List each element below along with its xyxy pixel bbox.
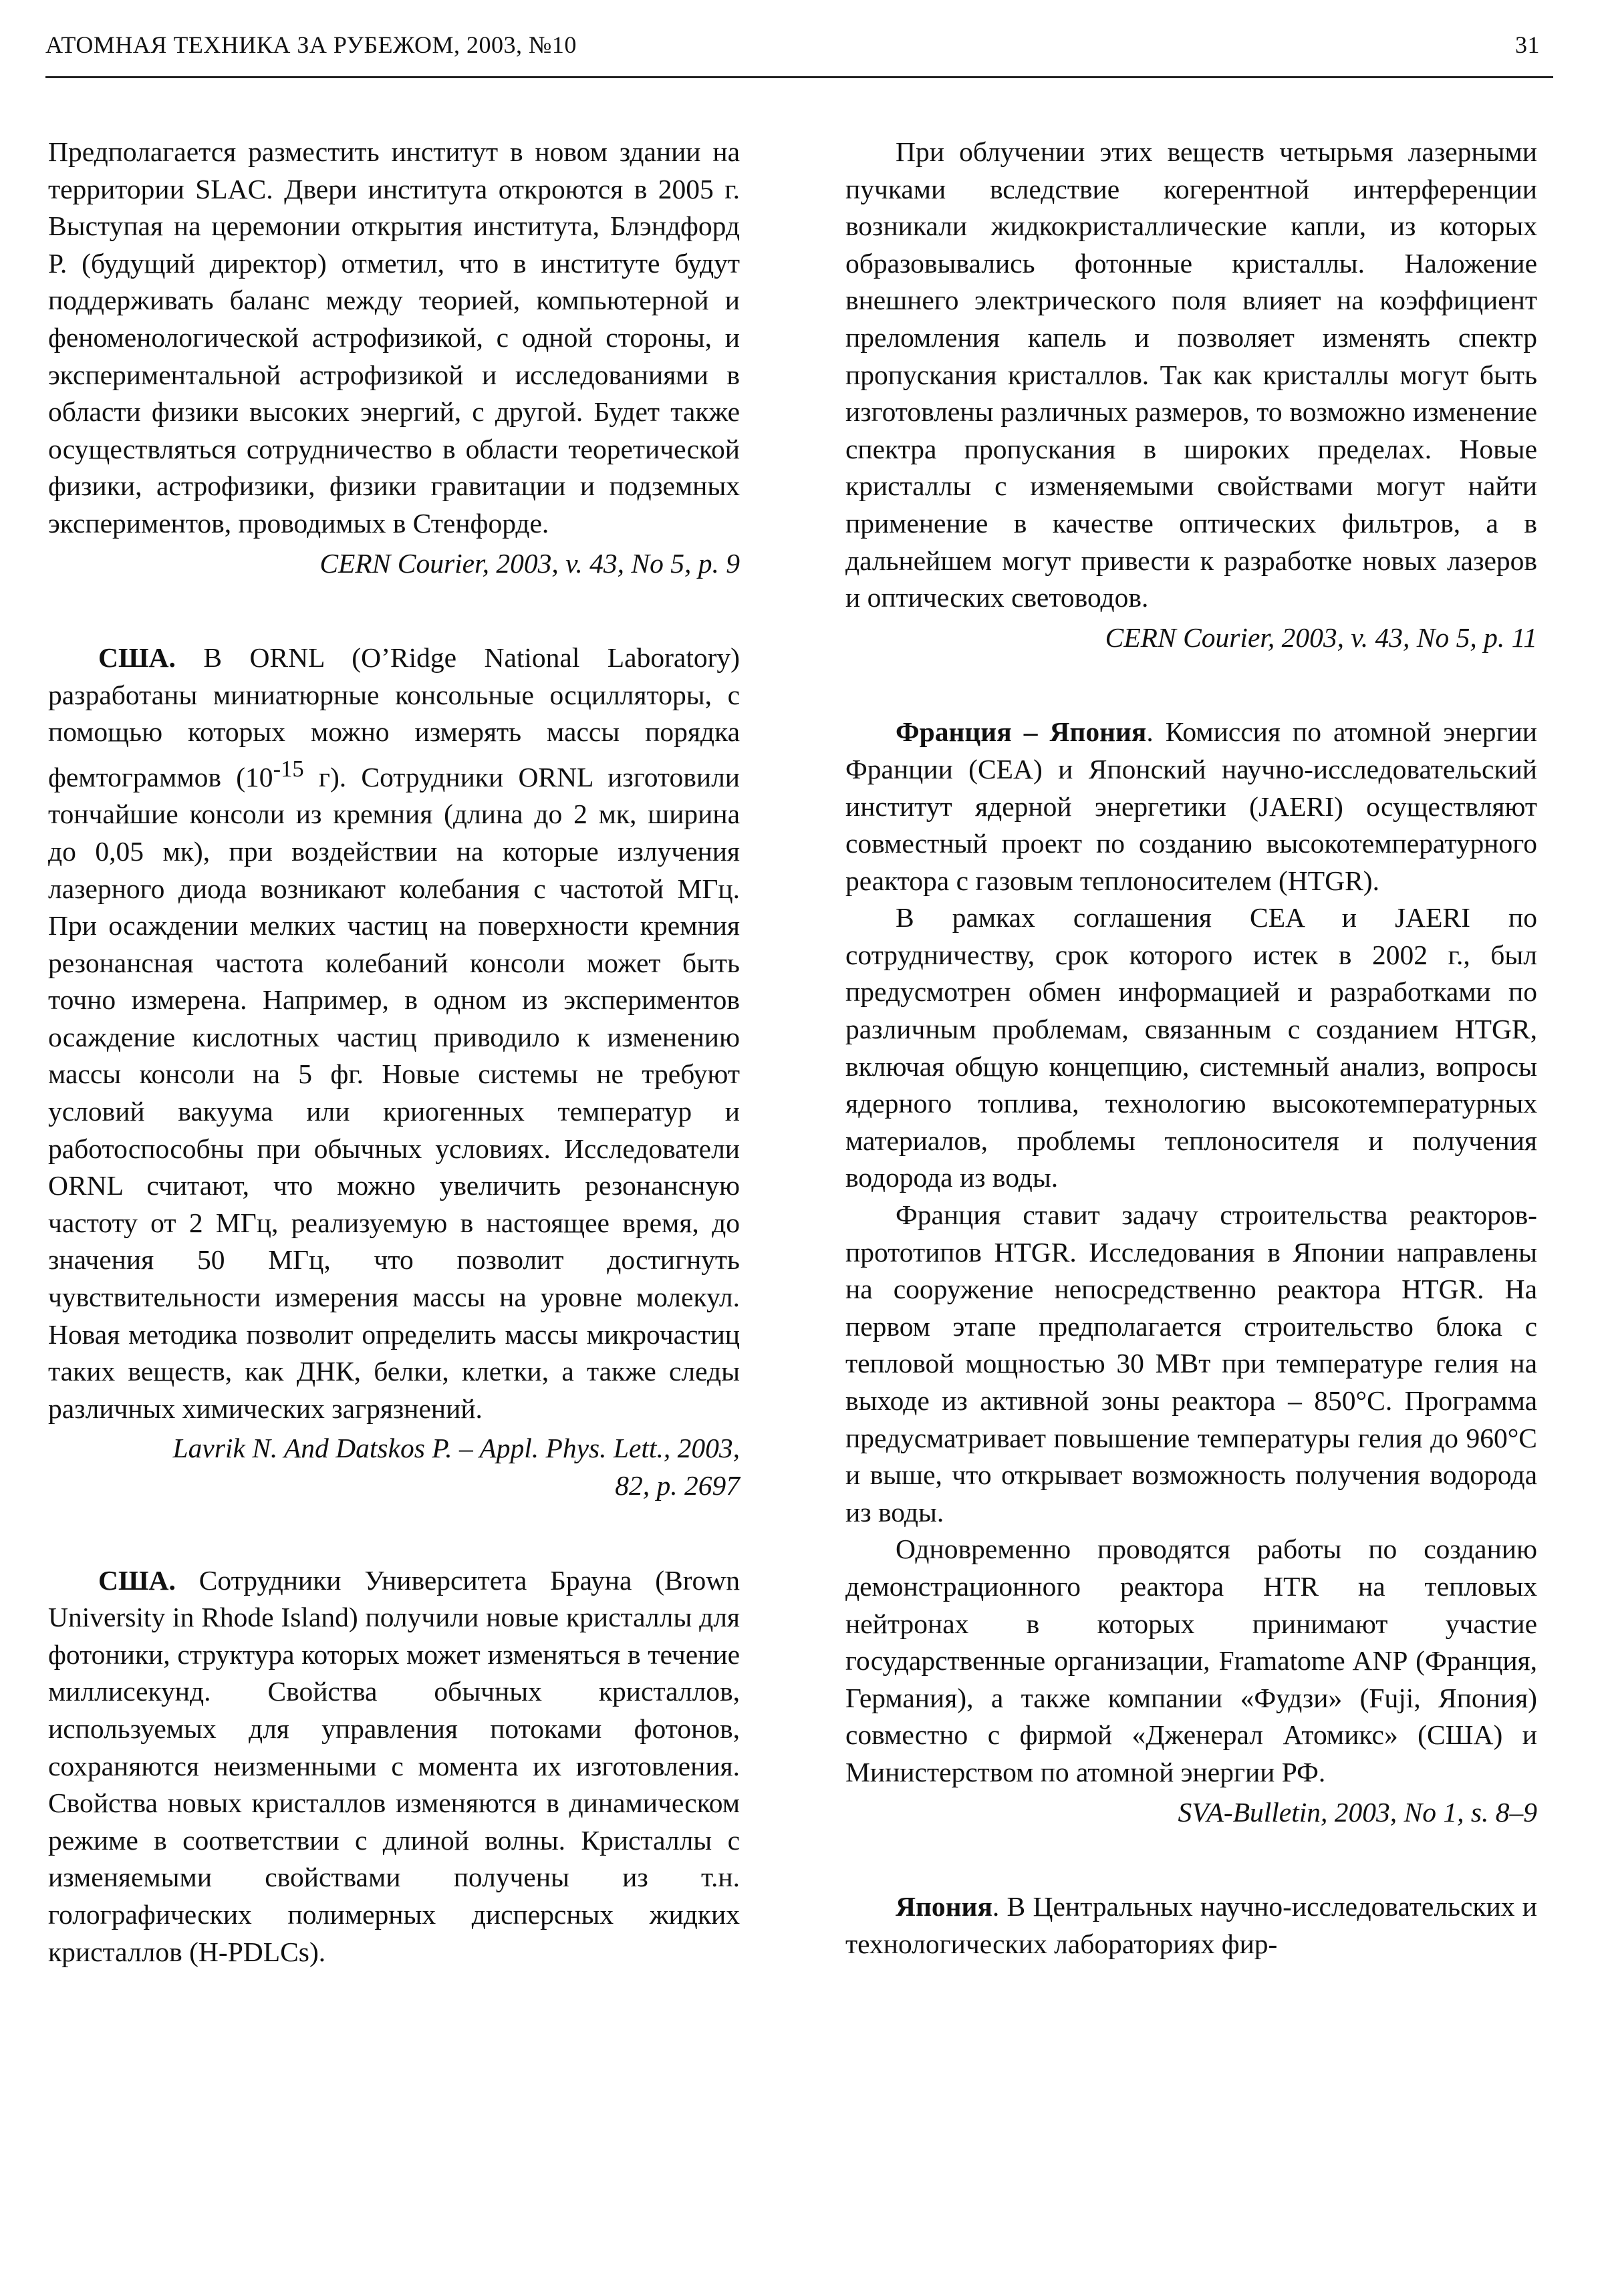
country-heading: Япония — [896, 1891, 992, 1922]
exponent: -15 — [273, 756, 304, 782]
article-text: . Комиссия по атомной энергии Франции (CEA) и Японский научно-исследовательский институт ядерной энергетики (JAERI) осуществляют совместный проект по созданию высокотемпературного реактора с газовым теплоносителем (HTGR). — [845, 716, 1537, 896]
article-spacer — [48, 1505, 740, 1562]
paragraph-htr-demo: Одновременно проводятся работы по созданию демонстрационного реактора HTR на тепловых нейтронах в которых принимают участие государственные организации, Framatome ANP (Франция, Германия), а также компании «Фудзи» (Fuji, Япония) совместно с фирмой «Дженерал Атомикс» (США) и Министерством по атомной энергии РФ. — [845, 1534, 1537, 1787]
citation-lavrik-datskos — [48, 1430, 740, 1504]
article-ornl-oscillators — [48, 639, 740, 1427]
header-rule — [45, 76, 1553, 78]
country-heading: США. — [98, 642, 176, 674]
article-text: Сотрудники Университета Брауна (Brown University in Rhode Island) получили новые кристаллы для фотоники, структура которых может изменяться в течение миллисекунд. Свойства обычных кристаллов, используемых для управления потоками фотонов, сохраняются неизменными с момента их изготовления. Свойства новых кристаллов изменяются в динамическом режиме в соответствии с длиной волны. Кристаллы с изменяемыми свойствами получены из т.н. голографических полимерных дисперсных жидких кристаллов (H-PDLCs). — [48, 1564, 740, 1967]
article-text: В ORNL (O’Ridge National Laboratory) разработаны миниатюрные консольные осцилляторы, с помощью которых можно измерять массы порядка фемтограммов (10 — [48, 642, 740, 793]
country-heading: Франция – Япония — [896, 716, 1147, 748]
paragraph-photonic-crystals: При облучении этих веществ четырьмя лазерными пучками вследствие когерентной интерференции возникали жидкокристаллические капли, из которых образовывались фотонные кристаллы. Наложение внешнего электрического поля влияет на коэффициент преломления капель и позволяет изменять спектр пропускания кристаллов. Так как кристаллы могут быть изготовлены различных размеров, то возможно изменение спектра пропускания в широких пределах. Новые кристаллы с изменяемыми свойствами могут найти применение в качестве оптических фильтров, а в дальнейшем могут привести к разработке новых лазеров и оптических световодов. — [845, 136, 1537, 613]
journal-title: АТОМНАЯ ТЕХНИКА ЗА РУБЕЖОМ, 2003, №10 — [45, 31, 577, 58]
article-japan — [845, 1888, 1537, 1963]
right-column — [845, 134, 1537, 1963]
paragraph-cea-jaeri: В рамках соглашения CEA и JAERI по сотрудничеству, срок которого истек в 2002 г., был предусмотрен обмен информацией и разработками по различным проблемам, связанным с созданием HTGR, включая общую концепцию, системный анализ, вопросы ядерного топлива, технологию высокотемпературных материалов, проблемы теплоносителя и получения водорода из воды. — [845, 902, 1537, 1193]
paragraph-slac-institute: Предполагается разместить институт в новом здании на территории SLAC. Двери института откроются в 2005 г. Выступая на церемонии открытия института, Блэндфорд Р. (будущий директор) отметил, что в институте будут поддерживать баланс между теорией, компьютерной и феноменологической астрофизикой, с одной стороны, и экспериментальной астрофизикой и исследованиями в области физики высоких энергий, с другой. Будет также осуществляться сотрудничество в области теоретической физики, астрофизики, физики гравитации и подземных экспериментов, проводимых в Стенфорде. — [48, 136, 740, 539]
article-text: . В Центральных научно-исследовательских и технологических лабораториях фир- — [845, 1891, 1537, 1959]
citation-cern-courier-p9: CERN Courier, 2003, v. 43, No 5, p. 9 — [319, 547, 740, 579]
article-spacer — [48, 582, 740, 639]
article-spacer — [845, 656, 1537, 714]
citation-cern-courier-p11: CERN Courier, 2003, v. 43, No 5, p. 11 — [1105, 621, 1537, 653]
page-number: 31 — [1515, 31, 1540, 58]
article-spacer — [845, 1831, 1537, 1888]
paragraph-france-htgr: Франция ставит задачу строительства реакторов-прототипов HTGR. Исследования в Японии направлены на сооружение непосредственно реактора HTGR. На первом этапе предполагается строительство блока с тепловой мощностью 30 МВт при температуре гелия на выходе из активной зоны реактора – 850°С. Программа предусматривает повышение температуры гелия до 960°С и выше, что открывает возможность получения водорода из воды. — [845, 1199, 1537, 1528]
article-brown-crystals — [48, 1562, 740, 1971]
article-france-japan — [845, 714, 1537, 899]
citation-sva-bulletin: SVA-Bulletin, 2003, No 1, s. 8–9 — [1178, 1796, 1537, 1828]
citation-line: Lavrik N. And Datskos P. – Appl. Phys. Lett., 2003, — [172, 1433, 740, 1464]
article-text: г). Сотрудники ORNL изготовили тончайшие консоли из кремния (длина до 2 мк, ширина до 0,05 мк), при воздействии на которые излучения лазерного диода возникают колебания с частотой МГц. При осаждении мелких частиц на поверхности кремния резонансная частота колебаний консоли может быть точно измерена. Например, в одном из экспериментов осаждение кислотных частиц приводило к изменению массы консоли на 5 фг. Новые системы не требуют условий вакуума или криогенных температур и работоспособны при обычных условиях. Исследователи ORNL считают, что можно увеличить резонансную частоту от 2 МГц, реализуемую в настоящее время, до значения 50 МГц, что позволит достигнуть чувствительности измерения массы на уровне молекул. Новая методика позволит определить массы микрочастиц таких веществ, как ДНК, белки, клетки, а также следы различных химических загрязнений. — [48, 761, 740, 1424]
left-column — [48, 134, 740, 1971]
running-header — [45, 31, 1553, 68]
country-heading: США. — [98, 1564, 176, 1596]
citation-line: 82, p. 2697 — [615, 1470, 740, 1501]
